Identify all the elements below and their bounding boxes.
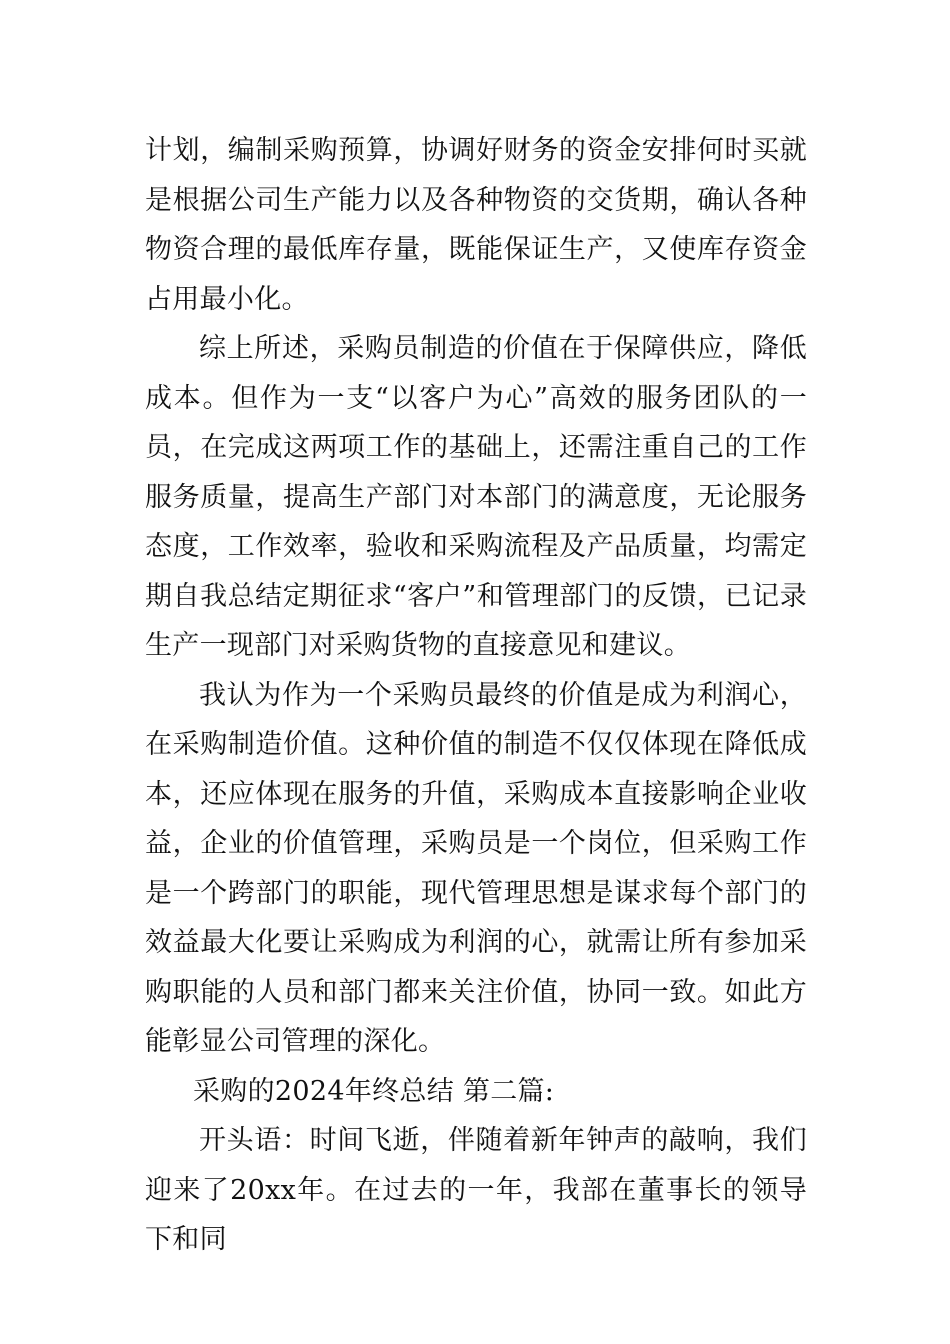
paragraph-opening: 开头语：时间飞逝，伴随着新年钟声的敲响，我们迎来了20xx年。在过去的一年，我部在董事长的领导下和同: [145, 1125, 807, 1255]
paragraph-procurement-plan: 计划，编制采购预算，协调好财务的资金安排何时买就是根据公司生产能力以及各种物资的交货期，确认各种物资合理的最低库存量，既能保证生产，又使库存资金占用最小化。: [145, 135, 807, 315]
section-heading: 采购的2024年终总结 第二篇:: [193, 1075, 555, 1107]
paragraph-value-opinion: 我认为作为一个采购员最终的价值是成为利润心，在采购制造价值。这种价值的制造不仅仅体现在降低成本，还应体现在服务的升值，采购成本直接影响企业收益，企业的价值管理，采购员是一个岗位，但采购工作是一个跨部门的职能，现代管理思想是谋求每个部门的效益最大化要让采购成为利润的心，就需让所有参加采购职能的人员和部门都来关注价值，协同一致。如此方能彰显公司管理的深化。: [145, 679, 807, 1057]
document-body: [145, 126, 807, 1265]
paragraph-summary: 综上所述，采购员制造的价值在于保障供应，降低成本。但作为一支“以客户为心”高效的服务团队的一员，在完成这两项工作的基础上，还需注重自己的工作服务质量，提高生产部门对本部门的满意度，无论服务态度，工作效率，验收和采购流程及产品质量，均需定期自我总结定期征求“客户”和管理部门的反馈，已记录生产一现部门对采购货物的直接意见和建议。: [145, 333, 807, 661]
